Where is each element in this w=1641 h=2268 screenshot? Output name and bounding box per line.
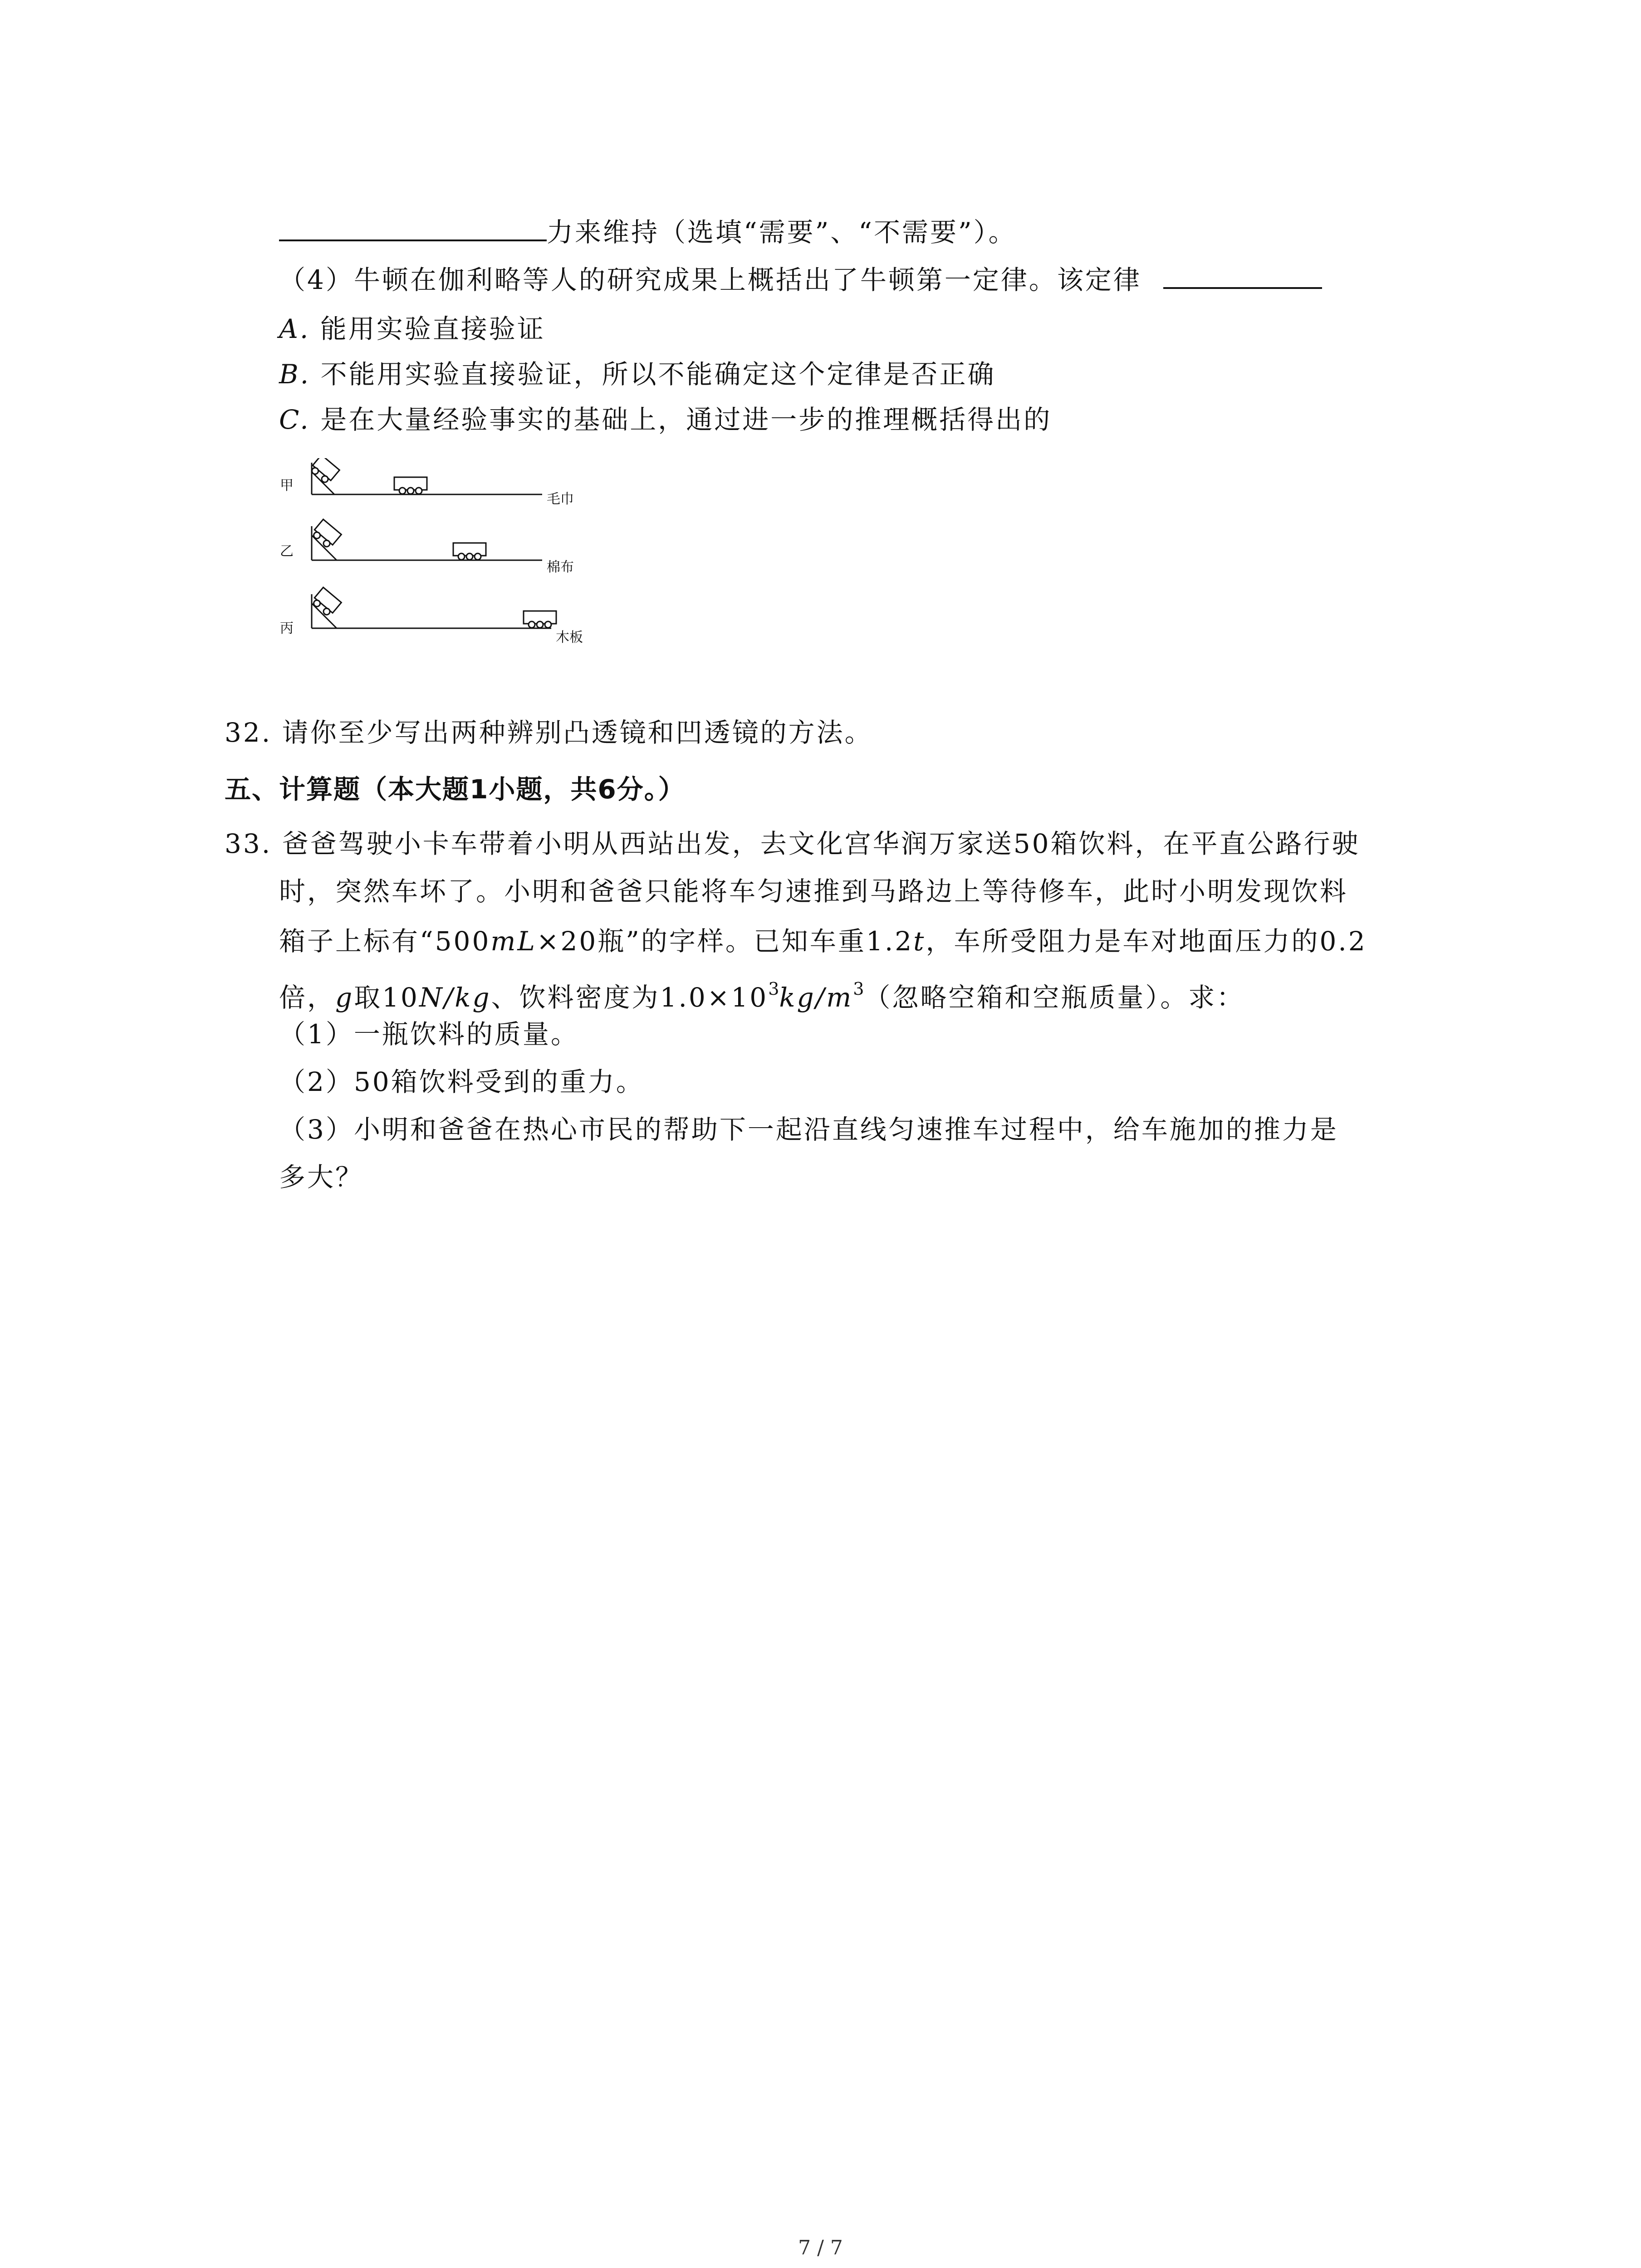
text-segment: （忽略空箱和空瓶质量）。求： <box>864 982 1245 1013</box>
figure-row-bing <box>280 587 583 645</box>
answer-blank <box>1163 261 1322 289</box>
q33-sub3-line1: （3）小明和爸爸在热心市民的帮助下一起沿直线匀速推车过程中，给车施加的推力是 <box>279 1114 1338 1145</box>
q33-line1 <box>225 826 1360 862</box>
page-number: 7 / 7 <box>798 2236 843 2259</box>
row-label: 丙 <box>280 621 294 636</box>
q31-option-c <box>279 401 1052 438</box>
surface-label: 毛巾 <box>547 491 574 507</box>
option-letter: C. <box>279 404 310 435</box>
cart-on-slope <box>311 519 341 549</box>
answer-blank <box>279 213 547 241</box>
text-segment: ，车所受阻力是车对地面压力的0.2 <box>926 926 1367 957</box>
q31-line3 <box>279 213 1017 250</box>
q31-item4 <box>279 261 1322 298</box>
cart-on-slope <box>311 587 341 617</box>
unit-ml: mL <box>490 926 537 957</box>
q33-line3 <box>279 923 1367 959</box>
option-letter: A. <box>279 313 310 344</box>
symbol-g: g <box>335 982 354 1013</box>
surface-label: 木板 <box>556 630 583 645</box>
text-segment: 、饮料密度为1.0×10 <box>491 982 769 1013</box>
surface-label: 棉布 <box>547 559 574 575</box>
text-segment: 箱子上标有“500 <box>279 926 491 957</box>
q32-text: 32. 请你至少写出两种辨别凸透镜和凹透镜的方法。 <box>225 717 873 748</box>
q33-sub1: （1）一瓶饮料的质量。 <box>279 1019 579 1050</box>
section-5-heading: 五、计算题（本大题1小题，共6分。） <box>225 774 686 805</box>
option-letter: B. <box>279 359 311 390</box>
option-text: 是在大量经验事实的基础上，通过进一步的推理概括得出的 <box>320 404 1052 435</box>
option-text: 能用实验直接验证 <box>320 313 545 344</box>
figure-row-yi <box>280 519 574 575</box>
unit-t: t <box>913 926 926 957</box>
q31-option-a <box>279 311 545 347</box>
q33-line4 <box>279 971 1244 1016</box>
incline-experiment-figure <box>279 458 615 653</box>
q33-sub2: （2）50箱饮料受到的重力。 <box>279 1066 644 1097</box>
unit-n-per-kg: N/kg <box>419 982 491 1013</box>
exponent: 3 <box>768 979 779 999</box>
q31-item4-text: （4）牛顿在伽利略等人的研究成果上概括出了牛顿第一定律。该定律 <box>279 264 1141 295</box>
text-segment: 倍， <box>279 982 336 1013</box>
q33-line2: 时，突然车坏了。小明和爸爸只能将车匀速推到马路边上等待修车，此时小明发现饮料 <box>279 876 1348 907</box>
row-label: 乙 <box>280 543 294 559</box>
q33-line1-text: 爸爸驾驶小卡车带着小明从西站出发，去文化宫华润万家送50箱饮料，在平直公路行驶 <box>282 828 1360 859</box>
option-text: 不能用实验直接验证，所以不能确定这个定律是否正确 <box>320 359 996 390</box>
figure-row-jia <box>280 458 574 507</box>
unit-kg-per-m: kg/m <box>779 982 853 1013</box>
cart-stopped <box>453 543 486 560</box>
cart-on-slope <box>309 458 339 485</box>
text-segment: 取10 <box>354 982 419 1013</box>
question-number: 33. <box>225 828 272 859</box>
q33-sub3-line2: 多大？ <box>279 1162 364 1193</box>
cart-stopped <box>524 611 556 628</box>
cart-stopped <box>394 477 427 494</box>
row-label: 甲 <box>280 478 294 494</box>
text-segment: ×20瓶”的字样。已知车重1.2 <box>536 926 914 957</box>
q31-option-b <box>279 356 996 392</box>
q31-line3-tail: 力来维持（选填“需要”、“不需要”）。 <box>547 217 1017 248</box>
exponent: 3 <box>853 979 864 999</box>
